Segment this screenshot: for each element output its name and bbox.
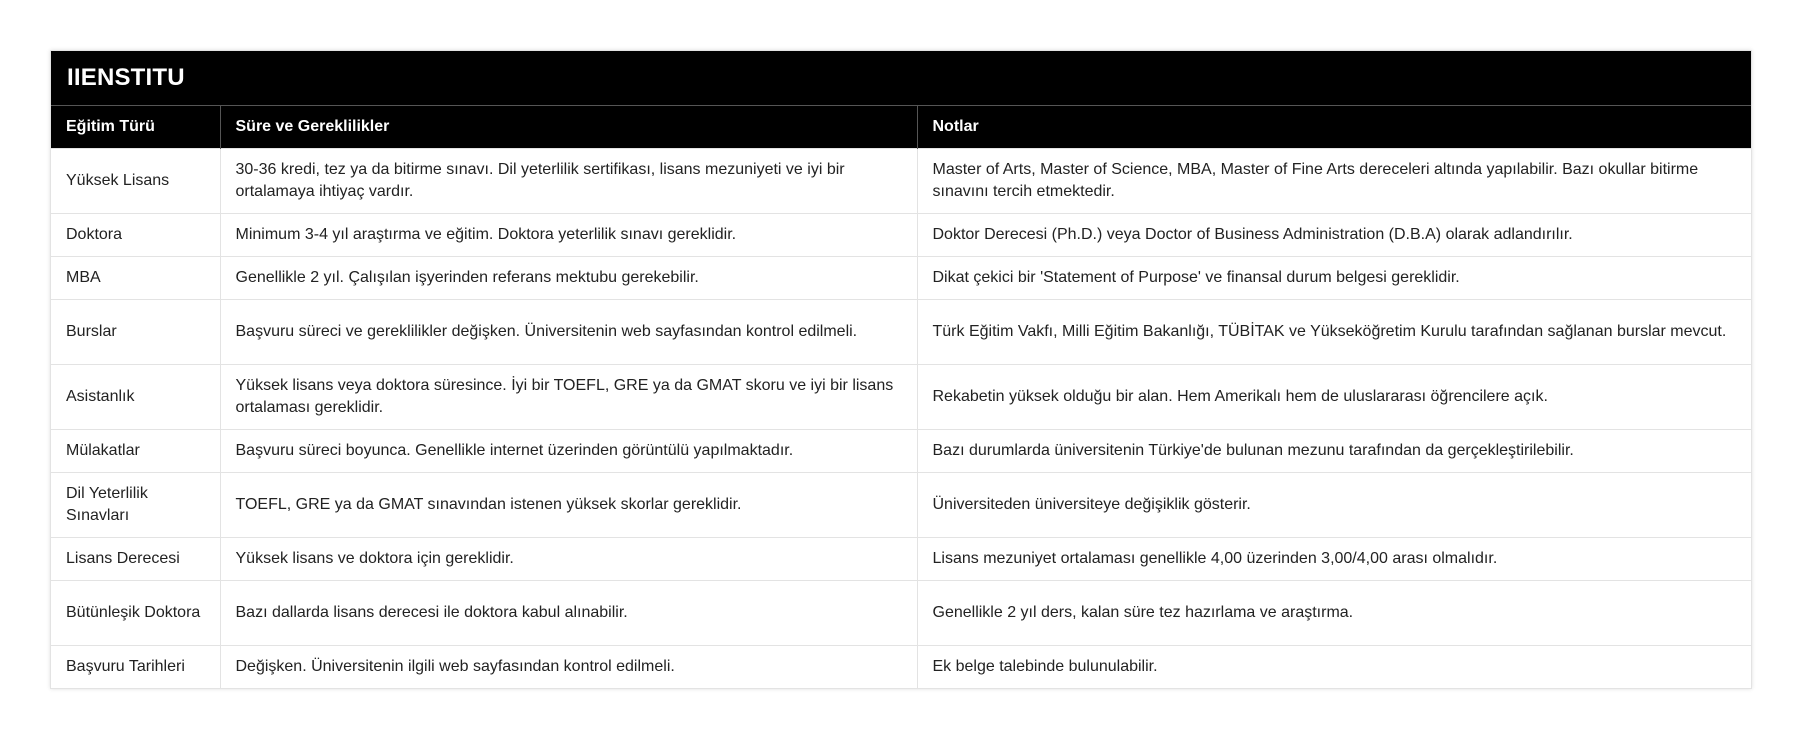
- column-header-education-type: Eğitim Türü: [51, 106, 220, 148]
- cell-duration-requirements: Yüksek lisans ve doktora için gereklidir.: [220, 537, 917, 580]
- column-header-duration-requirements: Süre ve Gereklilikler: [220, 106, 917, 148]
- cell-education-type: Dil Yeterlilik Sınavları: [51, 472, 220, 537]
- cell-education-type: MBA: [51, 256, 220, 299]
- cell-education-type: Burslar: [51, 299, 220, 364]
- cell-education-type: Başvuru Tarihleri: [51, 645, 220, 688]
- cell-duration-requirements: Yüksek lisans veya doktora süresince. İyi bir TOEFL, GRE ya da GMAT skoru ve iyi bir lisans ortalaması gereklidir.: [220, 364, 917, 429]
- cell-notes: Üniversiteden üniversiteye değişiklik gösterir.: [917, 472, 1751, 537]
- table-row: [51, 364, 1751, 429]
- cell-notes: Doktor Derecesi (Ph.D.) veya Doctor of Business Administration (D.B.A) olarak adlandırılır.: [917, 213, 1751, 256]
- cell-education-type: Asistanlık: [51, 364, 220, 429]
- cell-notes: Genellikle 2 yıl ders, kalan süre tez hazırlama ve araştırma.: [917, 580, 1751, 645]
- cell-notes: Lisans mezuniyet ortalaması genellikle 4,00 üzerinden 3,00/4,00 arası olmalıdır.: [917, 537, 1751, 580]
- table-row: [51, 537, 1751, 580]
- cell-duration-requirements: Değişken. Üniversitenin ilgili web sayfasından kontrol edilmeli.: [220, 645, 917, 688]
- cell-duration-requirements: Bazı dallarda lisans derecesi ile doktora kabul alınabilir.: [220, 580, 917, 645]
- cell-duration-requirements: Minimum 3-4 yıl araştırma ve eğitim. Doktora yeterlilik sınavı gereklidir.: [220, 213, 917, 256]
- table-row: [51, 429, 1751, 472]
- cell-notes: Ek belge talebinde bulunulabilir.: [917, 645, 1751, 688]
- cell-duration-requirements: Başvuru süreci boyunca. Genellikle internet üzerinden görüntülü yapılmaktadır.: [220, 429, 917, 472]
- cell-duration-requirements: 30-36 kredi, tez ya da bitirme sınavı. Dil yeterlilik sertifikası, lisans mezuniyeti ve iyi bir ortalamaya ihtiyaç vardır.: [220, 148, 917, 213]
- cell-notes: Türk Eğitim Vakfı, Milli Eğitim Bakanlığı, TÜBİTAK ve Yükseköğretim Kurulu tarafından sağlanan burslar mevcut.: [917, 299, 1751, 364]
- table-row: [51, 472, 1751, 537]
- education-table: [51, 106, 1751, 688]
- cell-education-type: Doktora: [51, 213, 220, 256]
- cell-education-type: Mülakatlar: [51, 429, 220, 472]
- table-row: [51, 580, 1751, 645]
- cell-duration-requirements: Başvuru süreci ve gereklilikler değişken. Üniversitenin web sayfasından kontrol edilmeli.: [220, 299, 917, 364]
- cell-duration-requirements: TOEFL, GRE ya da GMAT sınavından istenen yüksek skorlar gereklidir.: [220, 472, 917, 537]
- table-row: [51, 299, 1751, 364]
- table-title: IIENSTITU: [51, 51, 1751, 106]
- table-card: [50, 50, 1752, 689]
- cell-notes: Master of Arts, Master of Science, MBA, Master of Fine Arts dereceleri altında yapılabilir. Bazı okullar bitirme sınavını tercih etmektedir.: [917, 148, 1751, 213]
- cell-education-type: Yüksek Lisans: [51, 148, 220, 213]
- cell-education-type: Lisans Derecesi: [51, 537, 220, 580]
- table-header-row: [51, 106, 1751, 148]
- cell-education-type: Bütünleşik Doktora: [51, 580, 220, 645]
- cell-notes: Dikat çekici bir 'Statement of Purpose' ve finansal durum belgesi gereklidir.: [917, 256, 1751, 299]
- cell-notes: Bazı durumlarda üniversitenin Türkiye'de bulunan mezunu tarafından da gerçekleştirilebilir.: [917, 429, 1751, 472]
- table-row: [51, 645, 1751, 688]
- column-header-notes: Notlar: [917, 106, 1751, 148]
- table-row: [51, 148, 1751, 213]
- table-row: [51, 256, 1751, 299]
- cell-duration-requirements: Genellikle 2 yıl. Çalışılan işyerinden referans mektubu gerekebilir.: [220, 256, 917, 299]
- table-row: [51, 213, 1751, 256]
- cell-notes: Rekabetin yüksek olduğu bir alan. Hem Amerikalı hem de uluslararası öğrencilere açık.: [917, 364, 1751, 429]
